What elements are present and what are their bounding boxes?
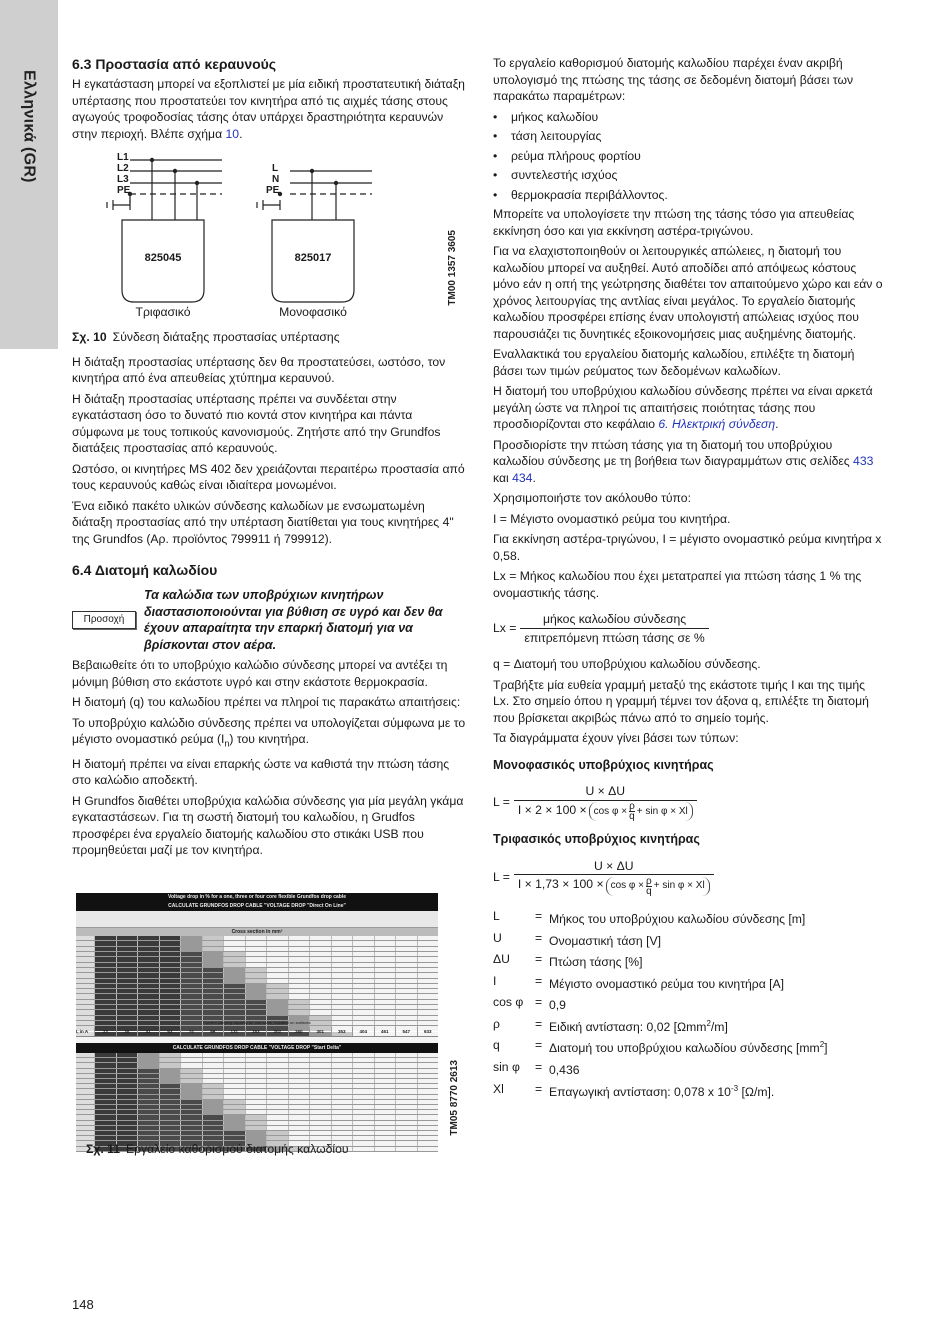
current-value-cell: 202 — [266, 1027, 288, 1036]
section-6-3-intro: Η εγκατάσταση μπορεί να εξοπλιστεί με μία ειδική προστατευτική διάταξη υπέρτασης που προστατεύει τον κινητήρα από τις αιχμές τάσης στους αγωγούς τροφοδοσίας τάσης όταν υπάρχει δραστηριότητα κεραυνών στην περιοχή. Βλέπε σχήμα 10. — [72, 77, 465, 141]
paragraph: Εναλλακτικά του εργαλείου διατομής καλωδίου, επιλέξτε τη διατομή βάσει των τιμών ρεύματος των δεδομένων καλωδίων. — [493, 347, 855, 378]
paragraph: Ωστόσο, οι κινητήρες MS 402 δεν χρειάζονται περαιτέρω προστασία από τους κεραυνούς καθώς είναι ιδιαίτερα μονωμένοι. — [72, 461, 465, 492]
paragraph: Χρησιμοποιήστε τον ακόλουθο τύπο: — [493, 491, 691, 505]
current-value-cell: 23 — [94, 1027, 116, 1036]
start-delta-table — [76, 1053, 438, 1133]
paragraph: Προσδιορίστε την πτώση τάσης για τη διατομή του υποβρύχιου καλωδίου σύνδεσης με τη βοήθεια των διαγραμμάτων στις σελίδες 433 και 434. — [493, 437, 874, 485]
language-label: Ελληνικά (GR) — [20, 70, 38, 183]
list-item: • μήκος καλωδίου — [493, 109, 883, 126]
three-phase-line-labels: L1 L2 L3 PE — [117, 152, 131, 196]
paragraph: Η διατομή (q) του καλωδίου πρέπει να πληροί τις παρακάτω απαιτήσεις: — [72, 695, 461, 709]
section-6-4-title: 6.4 Διατομή καλωδίου — [72, 562, 218, 578]
three-phase-title: Τριφασικός υποβρύχιος κινητήρας — [493, 832, 700, 847]
caution-notice — [72, 587, 467, 653]
paragraph: Η διατομή του υποβρύχιου καλωδίου σύνδεσης πρέπει να είναι αρκετά μεγάλη ώστε να πληροί τις απαιτήσεις ποιότητας τάσης που προσδιορίζονται στο κεφάλαιο 6. Ηλεκτρική σύνδεση. — [493, 384, 873, 431]
list-item: • συντελεστής ισχύος — [493, 167, 883, 184]
paragraph: Μπορείτε να υπολογίσετε την πτώση της τάσης τόσο για απευθείας εκκίνηση όσο και για εκκίνηση αστέρα-τριγώνου. — [493, 207, 855, 238]
paragraph: Lx = Μήκος καλωδίου που έχει μετατραπεί για πτώση τάσης 1 % της ονομαστικής τάσης. — [493, 569, 862, 600]
page-434-link[interactable]: 434 — [512, 470, 533, 485]
electrical-connection-link[interactable]: 6. Ηλεκτρική σύνδεση — [658, 417, 776, 431]
single-phase-line-labels: L N PE — [266, 163, 280, 196]
paragraph: q = Διατομή του υποβρύχιου καλωδίου σύνδεσης. — [493, 657, 761, 671]
page-433-link[interactable]: 433 — [853, 454, 874, 468]
caution-label: Προσοχή — [72, 611, 136, 629]
figure-10-diagram — [72, 150, 467, 325]
figure-11-caption: Σχ. 11 Εργαλείο καθορισμού διατομής καλωδίου — [86, 1142, 349, 1156]
right-column — [493, 55, 883, 1102]
language-side-tab — [0, 0, 58, 349]
current-capacity-label: Current carrying capacity for one cable, installed on surfaces — [76, 1018, 438, 1026]
caution-text: Τα καλώδια των υποβρύχιων κινητήρων διαστασιοποιούνται για βύθιση σε υγρό και δεν θα έχουν απαραίτητα την επαρκή διατομή για να βρίσκονται στον αέρα. — [144, 588, 443, 652]
paragraph: Τραβήξτε μία ευθεία γραμμή μεταξύ της εκάστοτε τιμής I και της τιμής Lx. Στο σημείο όπου η γραμμή τέμνει τον άξονα q, επιλέξτε τη διατομή που βρίσκεται ακριβώς πάνω από το σημείο τομής. — [493, 677, 869, 725]
figure-10-code: TM00 1357 3605 — [447, 230, 458, 306]
list-item: • θερμοκρασία περιβάλλοντος. — [493, 187, 883, 204]
definition-row: ΔU = Πτώση τάσης [%] — [493, 952, 643, 970]
list-item: • ρεύμα πλήρους φορτίου — [493, 148, 883, 165]
current-value-cell: 633 — [417, 1027, 439, 1036]
tool-header-2: CALCULATE GRUNDFOS DROP CABLE "VOLTAGE DROP "Direct On Line" — [76, 902, 438, 911]
device-825045: 825045 — [144, 252, 182, 264]
paragraph: Η διατομή πρέπει να είναι επαρκής ώστε να καθιστά την πτώση τάσης στο καλώδιο αποδεκτή. — [72, 756, 450, 788]
cross-section-label: Cross section in mm² — [76, 928, 438, 936]
current-value-cell: 53 — [159, 1027, 181, 1036]
current-value-cell: 547 — [395, 1027, 417, 1036]
three-phase-label: Τριφασικό — [135, 305, 191, 319]
paragraph: Το υποβρύχιο καλώδιο σύνδεσης πρέπει να υπολογίζεται σύμφωνα με το μέγιστο ονομαστικό ρεύμα $(I_n)$ του κινητήρα. — [72, 715, 466, 749]
current-value-cell: 353 — [331, 1027, 353, 1036]
definition-row: U = Ονομαστική τάση [V] — [493, 930, 661, 948]
definition-row: I = Μέγιστο ονομαστικό ρεύμα του κινητήρα [A] — [493, 973, 785, 991]
paragraph: Για εκκίνηση αστέρα-τριγώνου, I = μέγιστο ονομαστικό ρεύμα κινητήρα x 0,58. — [493, 532, 882, 563]
current-value-cell: 461 — [374, 1027, 396, 1036]
list-item: • τάση λειτουργίας — [493, 128, 883, 145]
definition-row: cos φ = 0,9 — [493, 995, 566, 1013]
current-capacity-row: I, in A 23 30 41 53 74 99 131 153 202 260 301 353 404 461 547 633 — [76, 1026, 438, 1037]
direct-on-line-table — [76, 936, 438, 1018]
section-6-3-title: 6.3 Προστασία από κεραυνούς — [72, 56, 277, 72]
current-value-cell: 41 — [137, 1027, 159, 1036]
tool-header-1: Voltage drop in % for a one, three or four core flexible Grundfos drop cable — [76, 893, 438, 902]
parameter-list — [493, 109, 883, 204]
figure-10-caption: Σχ. 10 Σύνδεση διάταξης προστασίας υπέρτασης — [72, 330, 340, 344]
page-number: 148 — [72, 1297, 94, 1312]
definition-row: ρ = Ειδική αντίσταση: 0,02 [Ωmm$^2$/m] — [493, 1016, 728, 1034]
single-phase-title: Μονοφασικός υποβρύχιος κινητήρας — [493, 757, 714, 772]
figure-11-code: TM05 8770 2613 — [449, 1060, 460, 1136]
single-phase-label: Μονοφασικό — [279, 305, 347, 319]
lx-formula: Lx = $\frac{\text{μήκος καλωδίου σύνδεσης}}{\text{επιτρεπόμενη πτώση τάσης σε \%}}$ — [493, 611, 883, 646]
paragraph: Το εργαλείο καθορισμού διατομής καλωδίου παρέχει έναν ακριβή υπολογισμό της πτώσης της τάσης σε δεδομένη διατομή βάσει των παρακάτω παραμέτρων: — [493, 56, 854, 103]
definition-row: q = Διατομή του υποβρύχιου καλωδίου σύνδεσης $[mm^2]$ — [493, 1038, 828, 1056]
definition-row: Xl = Επαγωγική αντίσταση: 0,078 x $10^{-3}$ [Ω/m]. — [493, 1081, 775, 1099]
paragraph: Η διάταξη προστασίας υπέρτασης δεν θα προστατεύσει, ωστόσο, τον κινητήρα από ένα απευθείας χτύπημα κεραυνού. — [72, 354, 446, 385]
current-value-cell: 30 — [116, 1027, 138, 1036]
tool-header-3: CALCULATE GRUNDFOS DROP CABLE "VOLTAGE DROP "Start Delta" — [76, 1043, 438, 1053]
paragraph: Η διάταξη προστασίας υπέρτασης πρέπει να συνδέεται στην εγκατάσταση όσο το δυνατό πιο κοντά στον κινητήρα και πάντα σύμφωνα με τους τοπικούς κανονισμούς. Ζητήστε από την Grundfos διατάξεις προστασίας από κεραυνούς. — [72, 391, 441, 455]
current-value-cell: 74 — [180, 1027, 202, 1036]
three-phase-formula: L = U × ΔU I × 1,73 × 100 × cos φ × $\frac{\rho}{q}$ + sin φ × Xl — [493, 858, 883, 896]
current-value-cell: 260 — [288, 1027, 310, 1036]
symbol-definitions — [493, 908, 828, 1102]
paragraph: Βεβαιωθείτε ότι το υποβρύχιο καλώδιο σύνδεσης μπορεί να αντέξει τη μόνιμη βύθιση στο εκάστοτε υγρό και στην εκάστοτε θερμοκρασία. — [72, 658, 448, 689]
cable-sizing-tool-image — [76, 893, 438, 1125]
definition-row: L = Μήκος του υποβρύχιου καλωδίου σύνδεσης [m] — [493, 909, 806, 927]
paragraph: Τα διαγράμματα έχουν γίνει βάσει των τύπων: — [493, 731, 739, 745]
figure-10-link[interactable]: 10 — [225, 126, 240, 141]
paragraph: Ένα ειδικό πακέτο υλικών σύνδεσης καλωδίων με ενσωματωμένη διάταξη προστασίας από την υπέρταση διατίθεται για τους κινητήρες 4" της Grundfos (Αρ. προϊόντος 799911 ή 799912). — [72, 498, 454, 546]
definition-row: sin φ = 0,436 — [493, 1059, 580, 1077]
current-value-cell: 131 — [223, 1027, 245, 1036]
paragraph: Η Grundfos διαθέτει υποβρύχια καλώδια σύνδεσης για μία μεγάλη γκάμα εγκαταστάσεων. Για τη σωστή διατομή του καλωδίου, η Grudfos προσφέρει ένα εργαλείο διατομής καλωδίου στο στικάκι USB που προμηθεύεται μαζί με τον κινητήρα. — [72, 793, 464, 858]
left-column — [72, 55, 467, 863]
current-value-cell: 301 — [309, 1027, 331, 1036]
paragraph: I = Μέγιστο ονομαστικό ρεύμα του κινητήρα. — [493, 511, 731, 526]
single-phase-formula: L = U × ΔU I × 2 × 100 × cos φ × $\frac{\rho}{q}$ + sin φ × Xl — [493, 783, 883, 821]
current-value-cell: 404 — [352, 1027, 374, 1036]
current-value-cell: 99 — [202, 1027, 224, 1036]
paragraph: Για να ελαχιστοποιηθούν οι λειτουργικές απώλειες, η διατομή του καλωδίου μπορεί να αυξηθεί. Αυτό αποδίδει από απόψεως κόστους μόνο εάν η οπή της γεώτρησης διαθέτει τον απαιτούμενο χώρο και εάν ο χρόνος λειτουργίας της αντλίας είναι μεγάλος. Το εργαλείο διατομής καλωδίου προσφέρει επίσης έναν υπολογιστή απώλειας ισχύος που παρουσιάζει τις δυνητικές εξοικονομήσεις μιας αυξημένης διατομής. — [493, 244, 883, 341]
current-value-cell: 153 — [245, 1027, 267, 1036]
device-825017: 825017 — [294, 252, 332, 264]
